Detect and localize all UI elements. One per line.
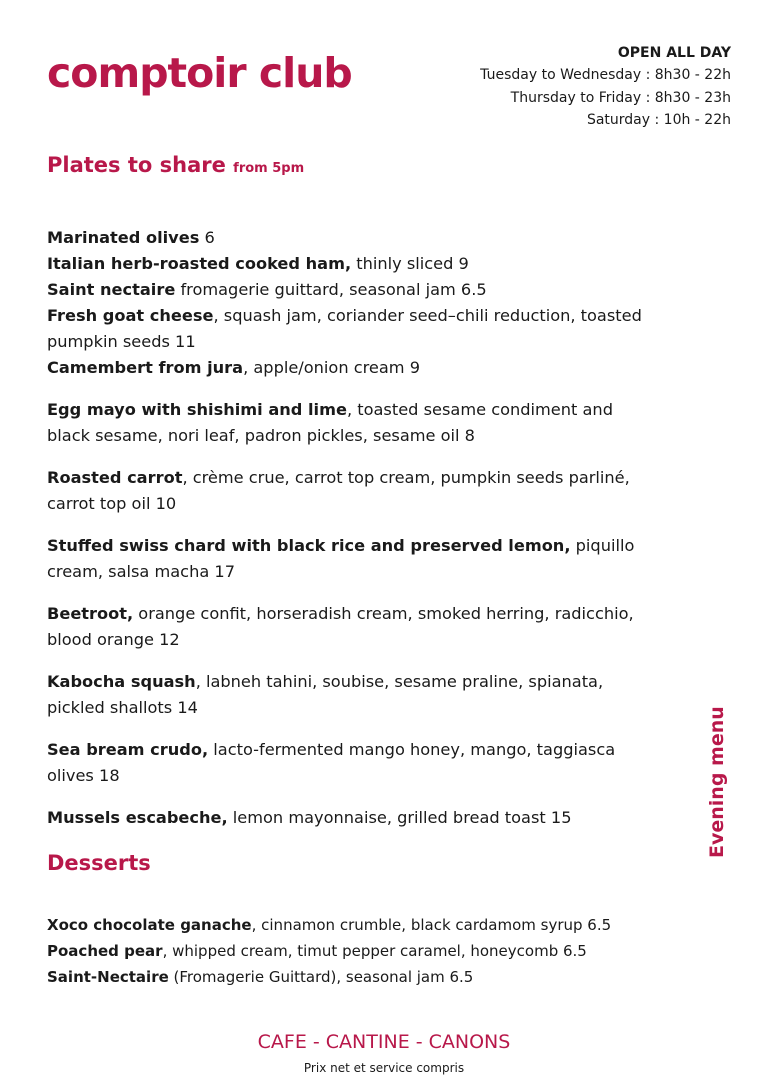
desserts-list — [47, 912, 657, 990]
menu-item — [47, 277, 657, 303]
menu-item — [47, 465, 657, 517]
footer-tagline: CAFE - CANTINE - CANONS — [257, 1031, 511, 1053]
item-name: Saint-Nectaire — [47, 968, 169, 986]
item-desc: , crème crue, carrot top cream, pumpkin seeds parliné, carrot top oil 10 — [47, 468, 630, 513]
item-name: Egg mayo with shishimi and lime — [47, 400, 347, 419]
menu-item — [47, 964, 657, 990]
menu-item — [47, 225, 657, 251]
plates-section-title — [47, 151, 304, 183]
item-name: Mussels escabeche, — [47, 808, 228, 827]
menu-item — [47, 303, 657, 355]
menu-item — [47, 938, 657, 964]
brand-logo: comptoir club — [47, 49, 352, 97]
item-desc: , squash jam, coriander seed–chili reduction, toasted pumpkin seeds 11 — [47, 306, 642, 351]
hours-title: OPEN ALL DAY — [617, 45, 731, 61]
desserts-section-title: Desserts — [47, 851, 151, 875]
item-desc: 6 — [199, 228, 215, 247]
item-name: Kabocha squash — [47, 672, 196, 691]
hours-line: Saturday : 10h - 22h — [586, 111, 731, 128]
menu-item — [47, 805, 657, 831]
item-name: Marinated olives — [47, 228, 200, 247]
item-desc: , labneh tahini, soubise, sesame praline, spianata, pickled shallots 14 — [47, 672, 604, 717]
footer-note: Prix net et service compris — [303, 1061, 465, 1075]
menu-item — [47, 912, 657, 938]
item-desc: , whipped cream, timut pepper caramel, honeycomb 6.5 — [162, 942, 587, 960]
item-desc: , cinnamon crumble, black cardamom syrup 6.5 — [251, 916, 612, 934]
menu-item — [47, 355, 657, 381]
item-desc: piquillo cream, salsa macha 17 — [47, 536, 635, 581]
item-name: Italian herb-roasted cooked ham, — [47, 254, 352, 273]
opening-hours — [480, 42, 731, 131]
hours-line: Tuesday to Wednesday : 8h30 - 22h — [480, 67, 731, 84]
menu-item — [47, 737, 657, 789]
hours-line: Thursday to Friday : 8h30 - 23h — [510, 89, 731, 106]
item-name: Sea bream crudo, — [47, 740, 209, 759]
evening-menu-label: Evening menu — [706, 706, 728, 858]
menu-item — [47, 533, 657, 585]
menu-item — [47, 669, 657, 721]
item-desc: lemon mayonnaise, grilled bread toast 15 — [227, 808, 572, 827]
item-name: Camembert from jura — [47, 358, 244, 377]
plates-subtitle: from 5pm — [233, 161, 305, 176]
item-name: Roasted carrot — [47, 468, 183, 487]
item-desc: fromagerie guittard, seasonal jam 6.5 — [175, 280, 487, 299]
item-name: Poached pear — [47, 942, 163, 960]
item-name: Beetroot, — [47, 604, 134, 623]
item-desc: lacto-fermented mango honey, mango, taggiasca olives 18 — [47, 740, 616, 785]
item-desc: thinly sliced 9 — [351, 254, 469, 273]
item-desc: orange confit, horseradish cream, smoked herring, radicchio, blood orange 12 — [47, 604, 634, 649]
menu-item — [47, 397, 657, 449]
item-name: Stuffed swiss chard with black rice and preserved lemon, — [47, 536, 571, 555]
plates-list — [47, 225, 657, 831]
item-desc: (Fromagerie Guittard), seasonal jam 6.5 — [168, 968, 474, 986]
menu-item — [47, 251, 657, 277]
item-desc: , toasted sesame condiment and black sesame, nori leaf, padron pickles, sesame oil 8 — [47, 400, 613, 445]
item-desc: , apple/onion cream 9 — [243, 358, 421, 377]
menu-item — [47, 601, 657, 653]
item-name: Xoco chocolate ganache — [47, 916, 252, 934]
plates-title: Plates to share — [47, 153, 226, 177]
item-name: Fresh goat cheese — [47, 306, 214, 325]
item-name: Saint nectaire — [47, 280, 176, 299]
